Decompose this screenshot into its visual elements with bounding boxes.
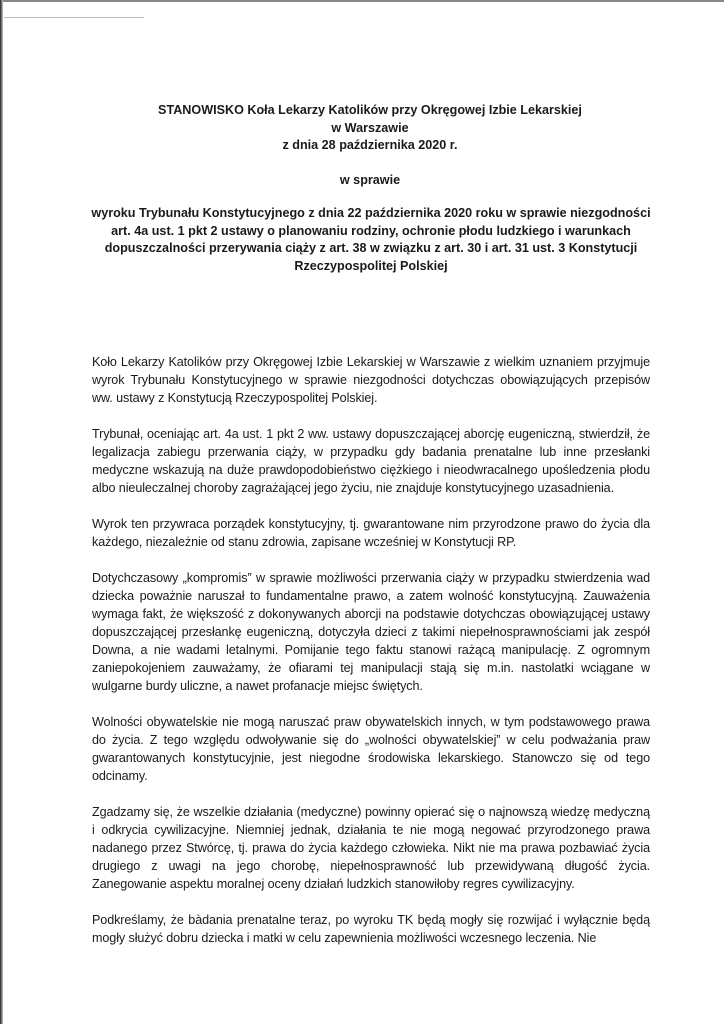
header-gap xyxy=(80,155,660,172)
paragraph-6: Zgadzamy się, że wszelkie działania (medyczne) powinny opierać się o najnowszą wiedzę medyczną i odkrycia cywilizacyjne. Niemniej jednak, działania te nie mogą negować przyrodzonego prawa nadanego przez Stwórcę, tj. prawa do życia każdego człowieka. Nikt nie ma prawa pozbawiać życia drugiego z uwagi na jego chorobę, niepełnosprawność lub przewidywaną długość życia. Zanegowanie aspektu moralnej oceny działań ludzkich stanowiłoby regres cywilizacyjny. xyxy=(92,805,650,891)
paragraph-2: Trybunał, oceniając art. 4a ust. 1 pkt 2 ww. ustawy dopuszczającej aborcję eugeniczną, stwierdził, że legalizacja zabiegu przerwania ciąży, w przypadku gdy badania prenatalne lub inne przesłanki medyczne wskazują na duże prawdopodobieństwo ciężkiego i nieodwracalnego upośledzenia płodu albo nieuleczalnej choroby zagrażającej jego życiu, nie znajduje konstytucyjnego uzasadnienia. xyxy=(92,427,650,495)
document-header xyxy=(80,102,660,189)
header-location: w Warszawie xyxy=(331,120,409,135)
header-date: z dnia 28 października 2020 r. xyxy=(282,138,458,152)
document-body xyxy=(92,353,650,965)
paragraph-4: Dotychczasowy „kompromis” w sprawie możliwości przerwania ciąży w przypadku stwierdzenia wad dziecka poważnie naruszał to fundamentalne prawo, a zatem wolność konstytucyjną. Zauważenia wymaga fakt, że większość z dokonywanych aborcji na podstawie dotychczas obowiązującej ustawy dopuszczającej przesłankę eugeniczną, dotyczyła dzieci z takimi niepełnosprawnościami jak zespół Downa, a nie wadami letalnymi. Pomijanie tego faktu stanowi rażącą manipulację. Z ogromnym zaniepokojeniem zauważamy, że ofiarami tej manipulacji stają się m.in. nastolatki wciągane w wulgarne burdy uliczne, a nawet profanacje miejsc świętych. xyxy=(92,571,650,693)
header-in-matter: w sprawie xyxy=(339,172,401,187)
paragraph-3: Wyrok ten przywraca porządek konstytucyjny, tj. gwarantowane nim przyrodzone prawo do życia dla każdego, niezależnie od stanu zdrowia, zapisane wcześniej w Konstytucji RP. xyxy=(92,517,650,549)
scan-edge-top xyxy=(0,0,724,2)
header-title: STANOWISKO Koła Lekarzy Katolików przy Okręgowej Izbie Lekarskiej xyxy=(158,103,582,117)
paragraph-7: Podkreślamy, że bàdania prenatalne teraz, po wyroku TK będą mogły się rozwijać i wyłącznie będą mogły służyć dobru dziecka i matki w celu zapewnienia możliwości wczesnego leczenia. Nie xyxy=(92,913,650,945)
document-subject: wyroku Trybunału Konstytucyjnego z dnia 22 października 2020 roku w sprawie niezgodności art. 4a ust. 1 pkt 2 ustawy o planowaniu rodziny, ochronie płodu ludzkiego i warunkach dopuszczalności przerywania ciąży z art. 38 w związku z art. 30 i art. 31 ust. 3 Konstytucji Rzeczypospolitej Polskiej xyxy=(91,206,651,273)
scan-artifact-line xyxy=(4,17,144,18)
paragraph-5: Wolności obywatelskie nie mogą naruszać praw obywatelskich innych, w tym podstawowego prawa do życia. Z tego względu odwoływanie się do „wolności obywatelskiej” w celu podważania praw gwarantowanych konstytucyjnie, jest niegodne środowiska lekarskiego. Stanowczo się od tego odcinamy. xyxy=(92,715,650,783)
scan-edge-left xyxy=(0,0,3,1024)
paragraph-1: Koło Lekarzy Katolików przy Okręgowej Izbie Lekarskiej w Warszawie z wielkim uznaniem przyjmuje wyrok Trybunału Konstytucyjnego w sprawie niezgodności dotychczas obowiązujących przepisów ww. ustawy z Konstytucją Rzeczypospolitej Polskiej. xyxy=(92,355,650,405)
